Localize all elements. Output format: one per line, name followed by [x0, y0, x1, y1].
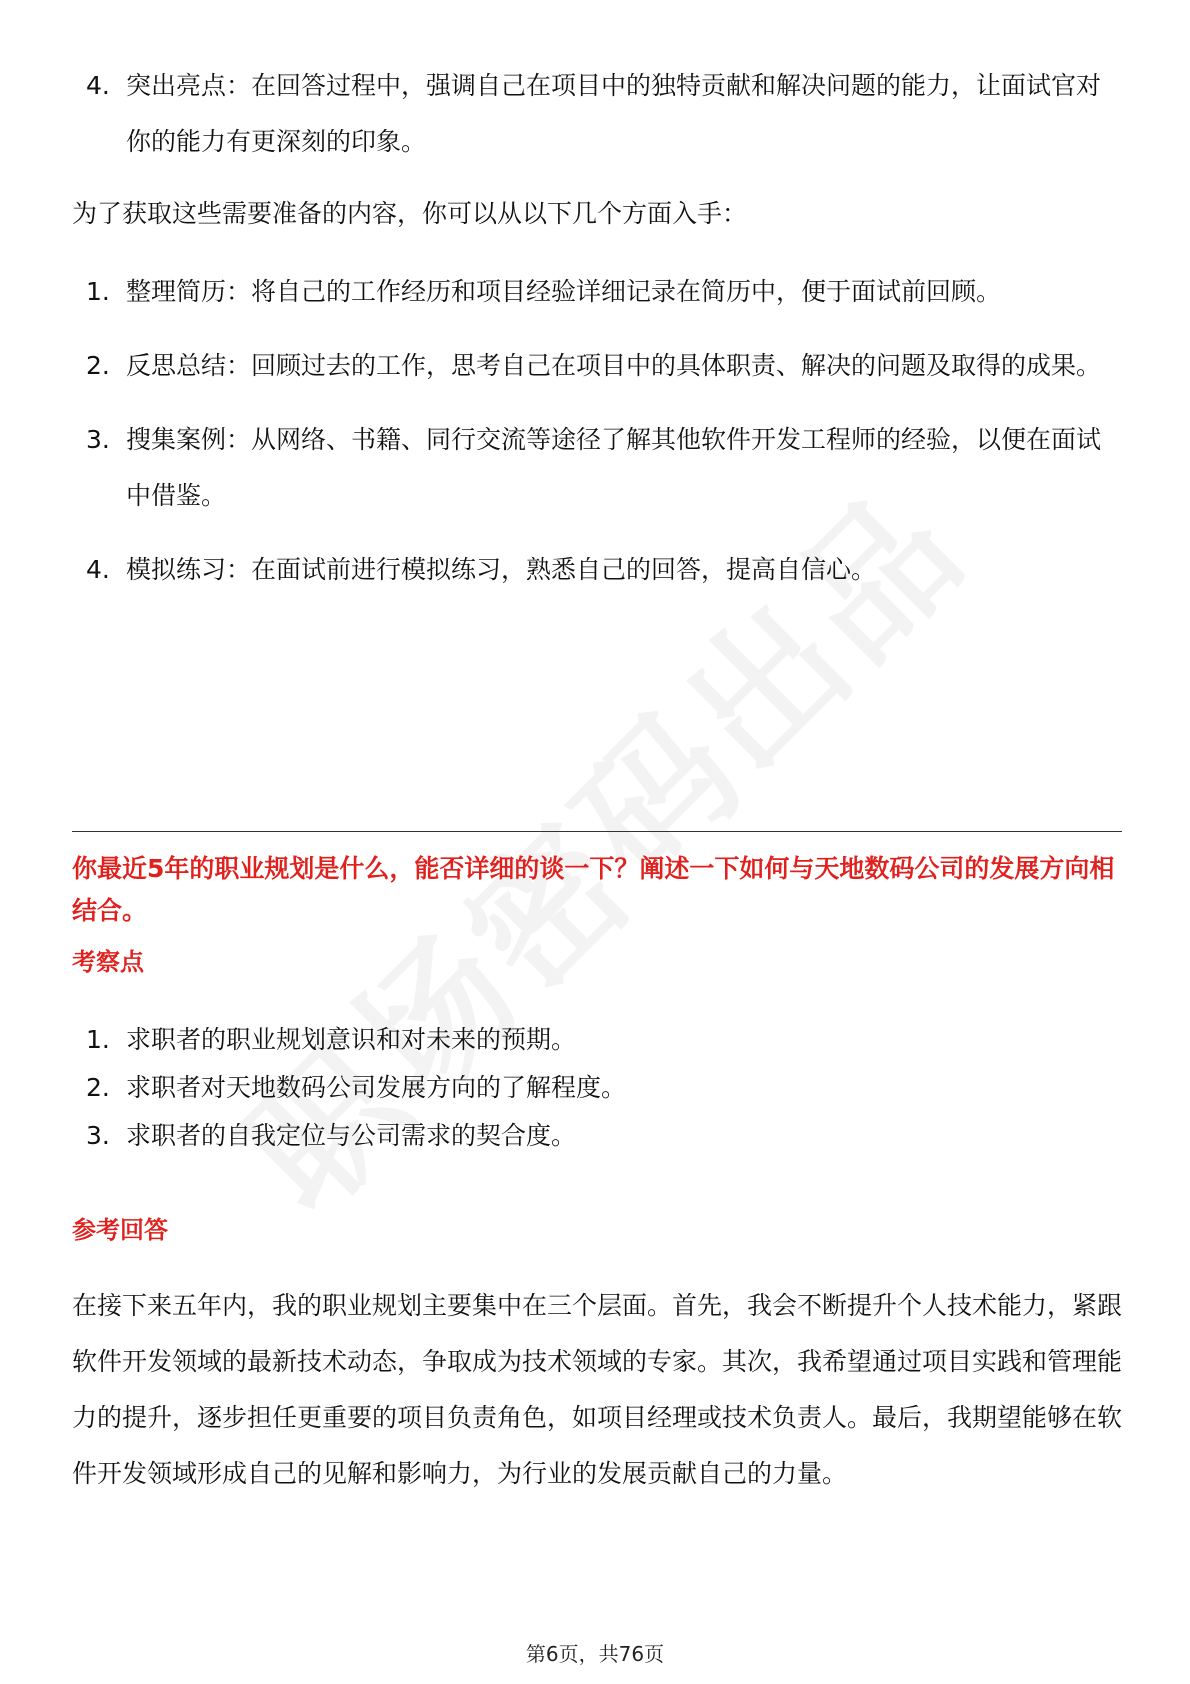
answer-paragraph: 在接下来五年内，我的职业规划主要集中在三个层面。首先，我会不断提升个人技术能力，紧跟软件开发领域的最新技术动态，争取成为技术领域的专家。其次，我希望通过项目实践和管理能力的提升，逐步担任更重要的项目负责角色，如项目经理或技术负责人。最后，我期望能够在软件开发领域形成自己的见解和影响力，为行业的发展贡献自己的力量。 [72, 1291, 1123, 1488]
item-number: 2. [86, 1073, 110, 1102]
list-item [72, 412, 1122, 524]
list-item [72, 1112, 1122, 1160]
list-item [72, 1016, 1122, 1064]
item-number: 3. [86, 1121, 110, 1150]
list-item [72, 542, 1122, 598]
top-list [72, 58, 1122, 170]
focus-list [72, 1016, 1122, 1160]
item-text: 整理简历：将自己的工作经历和项目经验详细记录在简历中，便于面试前回顾。 [126, 277, 1002, 306]
item-number: 2. [86, 351, 110, 380]
prep-list [72, 264, 1122, 598]
item-text: 反思总结：回顾过去的工作，思考自己在项目中的具体职责、解决的问题及取得的成果。 [126, 351, 1102, 380]
intro-paragraph: 为了获取这些需要准备的内容，你可以从以下几个方面入手： [72, 199, 748, 228]
item-text: 突出亮点：在回答过程中，强调自己在项目中的独特贡献和解决问题的能力，让面试官对你的能力有更深刻的印象。 [126, 71, 1102, 156]
item-number: 4. [86, 71, 110, 100]
list-item [72, 338, 1122, 394]
question-title: 你最近5年的职业规划是什么，能否详细的谈一下？阐述一下如何与天地数码公司的发展方向相结合。 [72, 854, 1115, 925]
item-number: 1. [86, 277, 110, 306]
list-item [72, 1064, 1122, 1112]
item-text: 搜集案例：从网络、书籍、同行交流等途径了解其他软件开发工程师的经验，以便在面试中借鉴。 [126, 425, 1102, 510]
section-divider [72, 831, 1122, 832]
page-number: 第6页，共76页 [525, 1642, 665, 1666]
item-text: 求职者的自我定位与公司需求的契合度。 [126, 1121, 577, 1150]
item-number: 4. [86, 555, 110, 584]
item-number: 3. [86, 425, 110, 454]
focus-heading: 考察点 [72, 948, 144, 976]
item-text: 求职者对天地数码公司发展方向的了解程度。 [126, 1073, 627, 1102]
list-item [72, 58, 1122, 170]
list-item [72, 264, 1122, 320]
item-text: 模拟练习：在面试前进行模拟练习，熟悉自己的回答，提高自信心。 [126, 555, 877, 584]
answer-heading: 参考回答 [72, 1216, 168, 1244]
item-number: 1. [86, 1025, 110, 1054]
item-text: 求职者的职业规划意识和对未来的预期。 [126, 1025, 577, 1054]
